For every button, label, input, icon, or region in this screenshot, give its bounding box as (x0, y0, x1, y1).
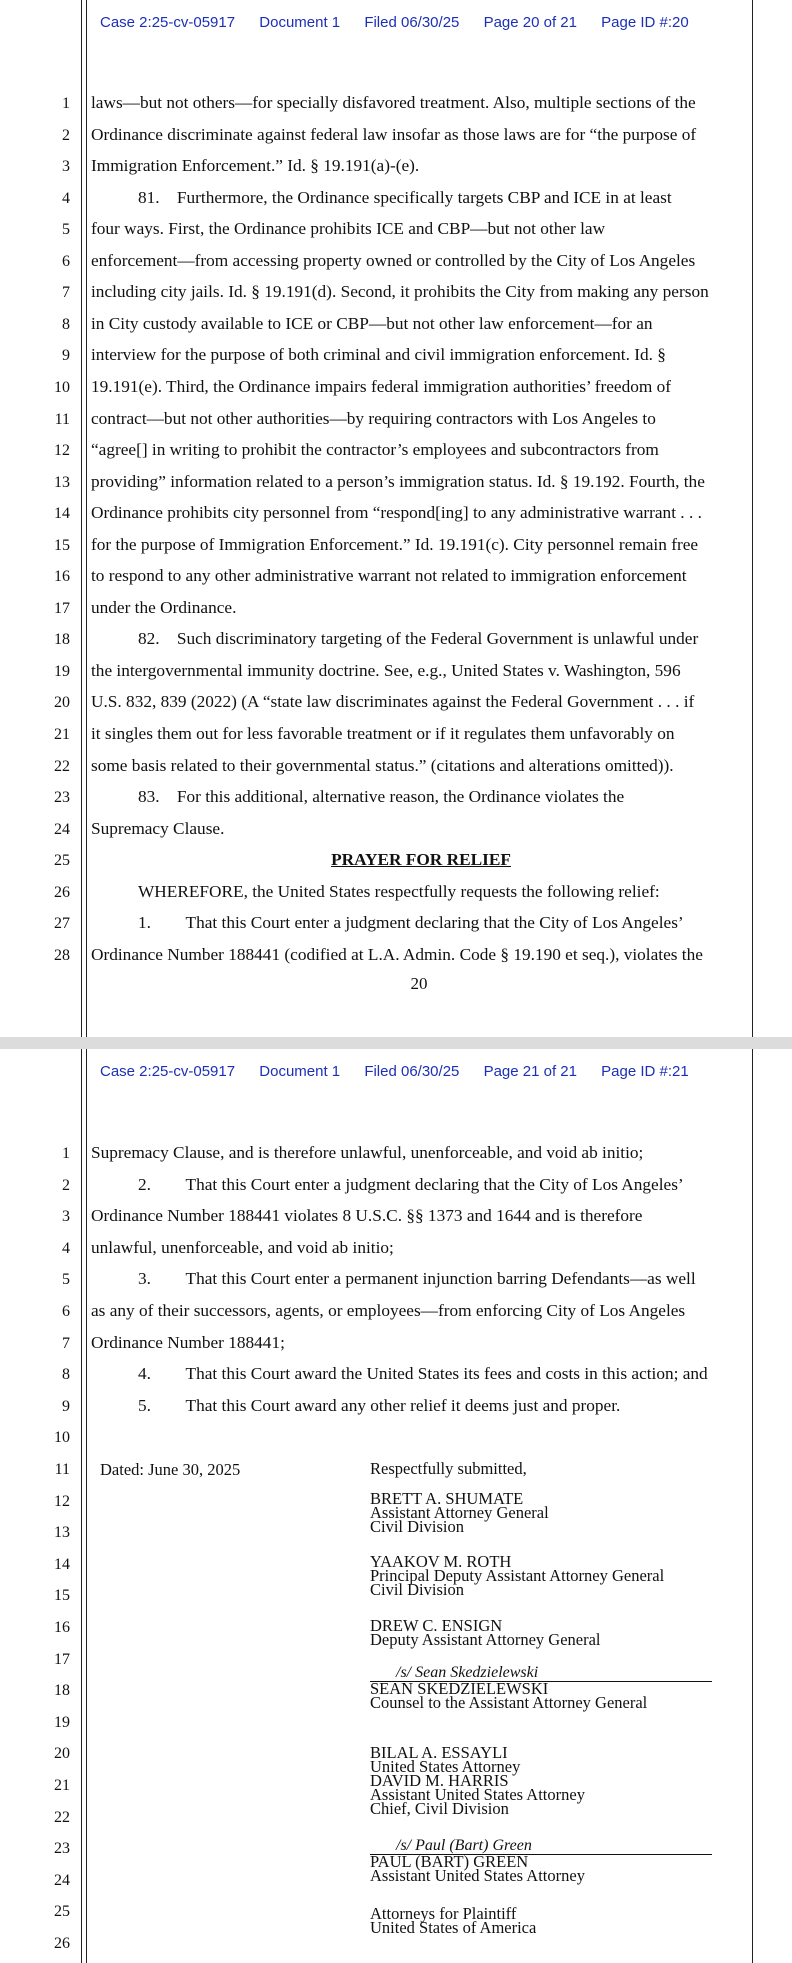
line-number: 16 (54, 1619, 70, 1636)
line-number: 27 (54, 915, 70, 933)
ecf-header (100, 1063, 709, 1080)
line-number: 17 (54, 599, 70, 617)
text-line: Ordinance discriminate against federal law insofar as those laws are for “the purpose of (91, 124, 697, 144)
section-heading: PRAYER FOR RELIEF (331, 850, 511, 870)
text-line: it singles them out for less favorable treatment or if it regulates them unfavorably on (91, 724, 675, 743)
line-number: 19 (54, 662, 70, 680)
line-number: 28 (54, 946, 70, 964)
attorney-name: DAVID M. HARRIS (370, 1771, 509, 1790)
line-number: 18 (54, 631, 70, 649)
document-number: Document 1 (259, 14, 341, 31)
line-number: 11 (54, 410, 70, 428)
line-number: 26 (54, 883, 70, 901)
line-number: 7 (62, 284, 70, 302)
line-number: 13 (54, 473, 70, 491)
line-number: 14 (54, 1555, 70, 1573)
text-line: four ways. First, the Ordinance prohibits ICE and CBP—but not other law (91, 219, 606, 239)
attorney-title: Assistant United States Attorney (370, 1866, 585, 1885)
signature-block-us-attorney (370, 1743, 585, 1818)
line-number: 10 (54, 1429, 70, 1447)
line-number: 6 (62, 252, 70, 270)
line-number: 8 (62, 1366, 70, 1384)
representation-line: Attorneys for Plaintiff (370, 1904, 517, 1923)
text-line: for the purpose of Immigration Enforcement.” Id. 19.191(c). City personnel remain free (91, 534, 699, 554)
attorney-title: United States Attorney (370, 1757, 521, 1776)
attorney-name: BILAL A. ESSAYLI (370, 1743, 508, 1762)
line-number: 12 (54, 1492, 70, 1510)
line-number: 21 (54, 726, 70, 743)
line-number: 9 (62, 347, 70, 365)
line-number: 9 (62, 1397, 70, 1415)
page-count: Page 20 of 21 (483, 14, 577, 31)
party-name: United States of America (370, 1918, 537, 1937)
line-number: 5 (62, 221, 70, 239)
page-id: Page ID #:20 (601, 14, 689, 31)
text-line: laws—but not others—for specially disfavored treatment. Also, multiple sections of the (91, 93, 696, 112)
attorney-title: Assistant Attorney General (370, 1503, 549, 1522)
signature-block-green (370, 1852, 585, 1885)
filed-date: Filed 06/30/25 (364, 1063, 460, 1080)
text-line: Ordinance Number 188441 violates 8 U.S.C. §§ 1373 and 1644 and is therefore (91, 1206, 643, 1226)
line-number: 7 (62, 1334, 70, 1352)
text-line: 81. Furthermore, the Ordinance specifically targets CBP and ICE in at least (138, 187, 672, 207)
line-number: 6 (62, 1303, 70, 1320)
text-line: Ordinance Number 188441 (codified at L.A. Admin. Code § 19.190 et seq.), violates the (91, 944, 703, 964)
line-number: 23 (54, 789, 70, 807)
text-line: “agree[] in writing to prohibit the contractor’s employees and subcontractors from (91, 440, 659, 460)
line-number: 23 (54, 1840, 70, 1858)
text-line: the intergovernmental immunity doctrine. See, e.g., United States v. Washington, 596 (91, 660, 681, 680)
line-number: 8 (62, 315, 70, 333)
text-line: in City custody available to ICE or CBP—but not other law enforcement—for an (91, 313, 653, 333)
text-line: 83. For this additional, alternative reason, the Ordinance violates the (138, 787, 625, 807)
text-line: 19.191(e). Third, the Ordinance impairs federal immigration authorities’ freedom of (91, 376, 672, 396)
line-number: 25 (54, 1903, 70, 1921)
margin-rule (86, 1049, 87, 1963)
line-number: 2 (62, 1176, 70, 1194)
line-number: 4 (62, 189, 70, 207)
dated-line: Dated: June 30, 2025 (100, 1460, 241, 1479)
attorneys-for-plaintiff (370, 1904, 537, 1937)
signature-block-skedzielewski (370, 1679, 648, 1712)
text-line: under the Ordinance. (91, 597, 237, 617)
text-line: unlawful, unenforceable, and void ab initio; (91, 1237, 394, 1257)
attorney-name: DREW C. ENSIGN (370, 1616, 503, 1635)
line-number: 17 (54, 1650, 70, 1668)
attorney-title: Assistant United States Attorney (370, 1785, 585, 1804)
line-number: 18 (54, 1682, 70, 1700)
line-number: 20 (54, 1745, 70, 1763)
signature-block-ensign (370, 1616, 601, 1649)
line-number: 24 (54, 1871, 70, 1889)
line-number: 15 (54, 536, 70, 554)
text-line: as any of their successors, agents, or employees—from enforcing City of Los Angeles (91, 1301, 686, 1320)
line-number: 20 (54, 694, 70, 712)
text-line: 4. That this Court award the United States its fees and costs in this action; and (138, 1364, 708, 1384)
signature-block-shumate (370, 1489, 549, 1536)
line-number: 5 (62, 1271, 70, 1289)
case-number: Case 2:25-cv-05917 (100, 1063, 236, 1080)
text-line: 2. That this Court enter a judgment declaring that the City of Los Angeles’ (138, 1174, 684, 1194)
respectfully-submitted: Respectfully submitted, (370, 1459, 527, 1478)
line-number: 19 (54, 1713, 70, 1731)
attorney-name: SEAN SKEDZIELEWSKI (370, 1679, 549, 1698)
page-id: Page ID #:21 (601, 1063, 689, 1080)
text-line: including city jails. Id. § 19.191(d). Second, it prohibits the City from making any person (91, 282, 709, 302)
signature-block-roth (370, 1552, 665, 1599)
text-line: WHEREFORE, the United States respectfully requests the following relief: (138, 881, 660, 901)
line-number: 3 (62, 1208, 70, 1226)
line-number: 22 (54, 757, 70, 775)
attorney-division: Civil Division (370, 1517, 464, 1536)
text-line: 82. Such discriminatory targeting of the Federal Government is unlawful under (138, 629, 699, 649)
line-number: 25 (54, 852, 70, 870)
page-count: Page 21 of 21 (483, 1063, 577, 1080)
line-number: 2 (62, 126, 70, 144)
line-number: 12 (54, 442, 70, 460)
text-line: 5. That this Court award any other relief it deems just and proper. (138, 1395, 621, 1415)
line-number: 16 (54, 568, 70, 586)
ecf-header (100, 14, 709, 31)
text-line: some basis related to their governmental status.” (citations and alterations omitted)). (91, 755, 674, 775)
page-21 (0, 1049, 792, 1963)
line-number: 10 (54, 378, 70, 396)
document-number: Document 1 (259, 1063, 341, 1080)
text-line: 1. That this Court enter a judgment declaring that the City of Los Angeles’ (138, 913, 684, 933)
line-number: 15 (54, 1587, 70, 1605)
line-number: 22 (54, 1808, 70, 1826)
line-number: 14 (54, 505, 70, 523)
text-line: contract—but not other authorities—by requiring contractors with Los Angeles to (91, 408, 656, 428)
line-number: 24 (54, 820, 70, 838)
text-line: Immigration Enforcement.” Id. § 19.191(a)-(e). (91, 156, 420, 176)
margin-rule (86, 0, 87, 1037)
attorney-name: YAAKOV M. ROTH (370, 1552, 512, 1571)
line-number: 13 (54, 1524, 70, 1542)
attorney-division: Civil Division (370, 1580, 464, 1599)
attorney-title: Counsel to the Assistant Attorney General (370, 1693, 648, 1712)
line-number: 1 (62, 1145, 70, 1162)
page-number: 20 (410, 974, 428, 993)
margin-rule (81, 1049, 82, 1963)
line-number: 21 (54, 1777, 70, 1794)
text-line: enforcement—from accessing property owned or controlled by the City of Los Angeles (91, 250, 696, 270)
attorney-title: Principal Deputy Assistant Attorney General (370, 1566, 665, 1585)
attorney-title: Deputy Assistant Attorney General (370, 1630, 601, 1649)
attorney-name: PAUL (BART) GREEN (370, 1852, 529, 1871)
text-line: U.S. 832, 839 (2022) (A “state law discriminates against the Federal Government . . . if (91, 692, 695, 712)
electronic-signature: /s/ Sean Skedzielewski (396, 1664, 539, 1681)
line-number: 11 (54, 1461, 70, 1478)
text-line: 3. That this Court enter a permanent injunction barring Defendants—as well (138, 1269, 696, 1289)
line-number: 26 (54, 1935, 70, 1952)
attorney-name: BRETT A. SHUMATE (370, 1489, 524, 1508)
text-line: Supremacy Clause, and is therefore unlawful, unenforceable, and void ab initio; (91, 1143, 644, 1162)
text-line: Ordinance prohibits city personnel from “respond[ing] to any administrative warrant . . . (91, 503, 702, 523)
margin-rule (81, 0, 82, 1037)
text-line: Supremacy Clause. (91, 818, 225, 838)
case-number: Case 2:25-cv-05917 (100, 14, 236, 31)
text-line: interview for the purpose of both criminal and civil immigration enforcement. Id. § (91, 345, 666, 365)
line-number: 4 (62, 1239, 70, 1257)
text-line: Ordinance Number 188441; (91, 1332, 285, 1352)
electronic-signature: /s/ Paul (Bart) Green (396, 1837, 532, 1854)
attorney-division: Chief, Civil Division (370, 1799, 509, 1818)
line-number: 1 (62, 95, 70, 112)
text-line: providing” information related to a person’s immigration status. Id. § 19.192. Fourth, the (91, 471, 705, 491)
filed-date: Filed 06/30/25 (364, 14, 460, 31)
text-line: to respond to any other administrative warrant not related to immigration enforcement (91, 566, 687, 586)
line-number: 3 (62, 158, 70, 176)
